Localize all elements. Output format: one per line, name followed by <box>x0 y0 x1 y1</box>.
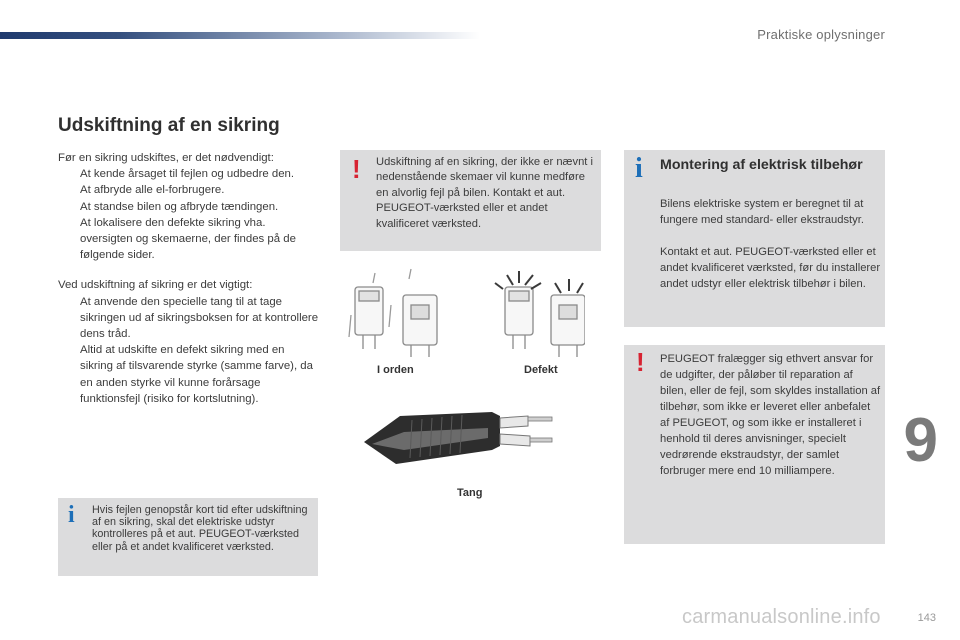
exclamation-icon: ! <box>352 154 361 184</box>
list-item: At lokalisere den defekte sikring vha. oversigten og skemaerne, der findes på de følgende sider. <box>80 216 296 262</box>
list-item: At afbryde alle el-forbrugere. <box>80 184 225 197</box>
accessory-text-1: Bilens elektriske system er beregnet til at fungere med standard- eller ekstraudstyr. <box>660 198 864 226</box>
liability-text: PEUGEOT fralægger sig ethvert ansvar for de udgifter, der påløber til reparation af bilen, eller de fejl, som skyldes installation af tilbehør, som ikke er leveret eller anbefalet af PEUGEOT, og som ikke er installeret i henhold til deres anvisninger, specielt vedrørende ekstraudstyr, der samlet forbruger mere end 10 milliampere. <box>660 353 881 477</box>
page-title: Udskiftning af en sikring <box>58 115 280 136</box>
intro-text-2: Ved udskiftning af sikring er det vigtigt: <box>58 279 253 292</box>
page-number: 143 <box>917 612 936 624</box>
fuse-defect-figure <box>505 287 585 357</box>
list-item: Altid at udskifte en defekt sikring med en sikring af tilsvarende styrke (samme farve), da en anden styrke vil kunne forårsage funktionsfejl (risiko for kortslutning). <box>80 344 313 405</box>
info-note-text: Hvis fejlen genopstår kort tid efter udskiftning af en sikring, skal det elektriske udstyr kontrolleres på et aut. PEUGEOT-værksted eller på et andet kvalificeret værksted. <box>92 504 308 553</box>
fuse-ok-figure <box>355 287 437 357</box>
main-text-column <box>58 150 320 407</box>
watermark: carmanualsonline.info <box>682 606 881 628</box>
list-item: At kende årsaget til fejlen og udbedre den. <box>80 168 295 181</box>
label-tool: Tang <box>457 487 483 499</box>
liability-warning-box <box>624 345 885 544</box>
label-ok: I orden <box>377 364 414 376</box>
list-item: At anvende den specielle tang til at tage sikringen ud af sikringsboksen for at kontrollere dens tråd. <box>80 295 319 341</box>
label-defect: Defekt <box>524 364 558 376</box>
accessory-info-box <box>624 150 885 327</box>
intro-text: Før en sikring udskiftes, er det nødvendigt: <box>58 152 274 164</box>
accessory-text-2: Kontakt et aut. PEUGEOT-værksted eller et andet kvalificeret værksted, før du installerer andet udstyr eller elektrisk tilbehør i bilen. <box>660 246 881 290</box>
section-title: Praktiske oplysninger <box>757 27 885 42</box>
fuse-pliers-illustration <box>360 402 560 474</box>
exclamation-icon: ! <box>636 347 645 377</box>
info-icon: i <box>68 502 75 528</box>
steps-important-list <box>58 294 320 407</box>
steps-before-list <box>58 166 320 263</box>
fuse-illustration <box>345 265 585 365</box>
chapter-number: 9 <box>903 406 938 475</box>
header-bar <box>0 32 480 39</box>
info-icon: i <box>635 153 643 184</box>
info-note-box <box>58 498 318 576</box>
list-item: At standse bilen og afbryde tændingen. <box>80 200 279 213</box>
warning-note-box <box>340 150 601 251</box>
accessory-title: Montering af elektrisk tilbehør <box>660 157 863 173</box>
warning-note-text: Udskiftning af en sikring, der ikke er nævnt i nedenstående skemaer vil kunne medføre en alvorlig fejl på bilen. Kontakt et aut. PEUGEOT-værksted eller et andet kvalificeret værksted. <box>376 156 594 230</box>
